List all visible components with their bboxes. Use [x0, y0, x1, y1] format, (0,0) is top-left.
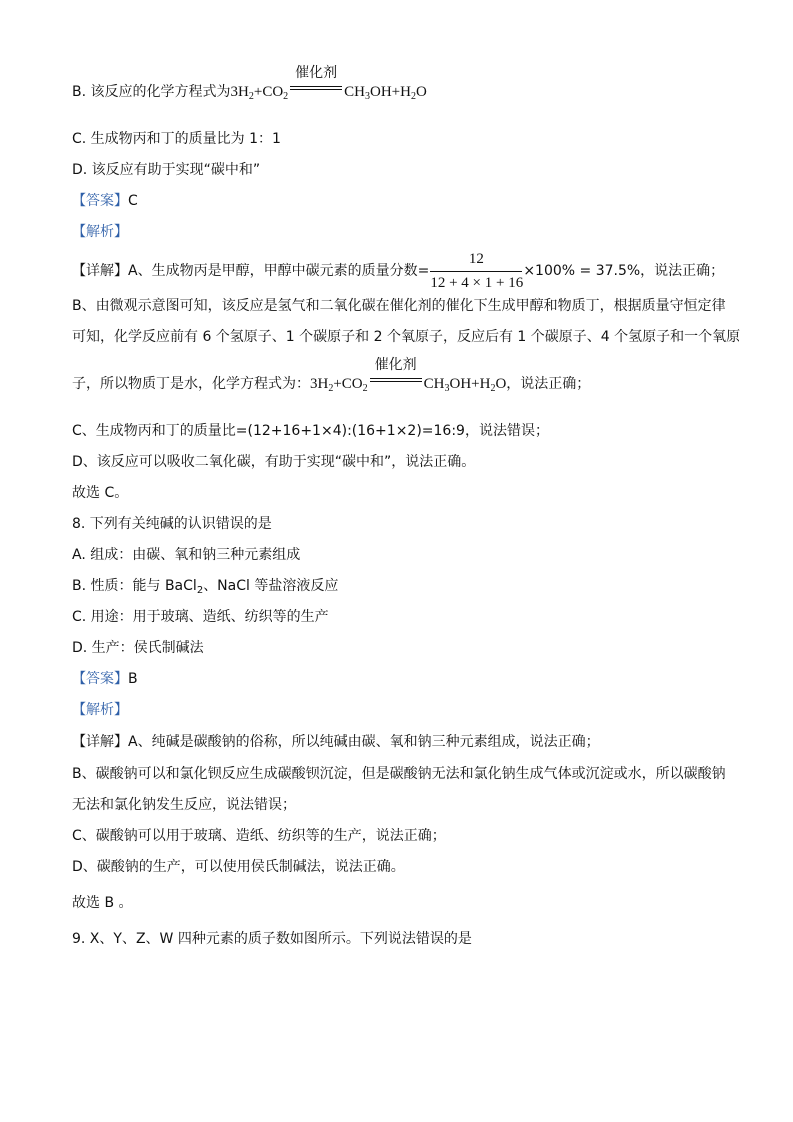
- q7-detail-c: C、生成物丙和丁的质量比=(12+16+1×4):(16+1×2)=16:9，说法错误；: [72, 423, 549, 439]
- q8-option-c: C. 用途：用于玻璃、造纸、纺织等的生产: [72, 609, 329, 625]
- q9-stem: 9. X、Y、Z、W 四种元素的质子数如图所示。下列说法错误的是: [72, 931, 472, 947]
- q8-option-d: D. 生产：侯氏制碱法: [72, 640, 204, 656]
- q7-option-c: C. 生成物丙和丁的质量比为 1：1: [72, 131, 281, 147]
- q7-detail-b-line3: 子，所以物质丁是水，化学方程式为：$3H_2+CO_2$ 催化剂 $CH_3OH+H_2O$，说法正确；: [72, 357, 591, 394]
- q8-analysis-heading: 【解析】: [72, 702, 128, 718]
- q7-option-d: D. 该反应有助于实现“碳中和”: [72, 162, 261, 178]
- q7-option-b: B. 该反应的化学方程式为$3H_2+CO_2$ 催化剂 $CH_3OH+H_2O$: [72, 65, 427, 102]
- q8-detail-a: 【详解】A、纯碱是碳酸钠的俗称，所以纯碱由碳、氧和钠三种元素组成，说法正确；: [72, 734, 600, 750]
- equation: $3H_2+CO_2$: [230, 84, 289, 102]
- q8-answer: 【答案】B: [72, 671, 138, 687]
- fraction: $\frac{12}{12 + 4 \times 1 + 16}$: [430, 251, 524, 291]
- q8-stem: 8. 下列有关纯碱的认识错误的是: [72, 516, 272, 532]
- q8-detail-b-line1: B、碳酸钠可以和氯化钡反应生成碳酸钡沉淀，但是碳酸钠无法和氯化钠生成气体或沉淀或水，所以碳酸钠: [72, 766, 726, 782]
- q7-answer: 【答案】C: [72, 193, 138, 209]
- q8-detail-c: C、碳酸钠可以用于玻璃、造纸、纺织等的生产，说法正确；: [72, 828, 446, 844]
- q7-detail-d: D、该反应可以吸收二氧化碳，有助于实现“碳中和”，说法正确。: [72, 454, 476, 470]
- q8-option-a: A. 组成：由碳、氧和钠三种元素组成: [72, 547, 301, 563]
- q7-detail-b-line1: B、由微观示意图可知，该反应是氢气和二氧化碳在催化剂的催化下生成甲醇和物质丁，根据质量守恒定律: [72, 298, 726, 314]
- q7-analysis-heading: 【解析】: [72, 224, 128, 240]
- catalyst-arrow: 催化剂: [370, 374, 422, 394]
- q8-detail-b-line2: 无法和氯化钠发生反应，说法错误；: [72, 797, 296, 813]
- catalyst-arrow: 催化剂: [290, 82, 342, 102]
- q7-detail-b-line2: 可知，化学反应前有 6 个氢原子、1 个碳原子和 2 个氧原子，反应后有 1 个碳原子、4 个氢原子和一个氧原: [72, 329, 741, 345]
- q8-detail-d: D、碳酸钠的生产，可以使用侯氏制碱法，说法正确。: [72, 859, 405, 875]
- q7-detail-a: 【详解】A、生成物丙是甲醇，甲醇中碳元素的质量分数= $\frac{12}{12 + 4 \times 1 + 16}$ ×100% = 37.5%，说法正确；: [72, 251, 725, 291]
- q8-option-b: B. 性质：能与 BaCl$_2$、NaCl 等盐溶液反应: [72, 578, 339, 596]
- q8-conclusion: 故选 B 。: [72, 895, 133, 911]
- q7-conclusion: 故选 C。: [72, 485, 129, 501]
